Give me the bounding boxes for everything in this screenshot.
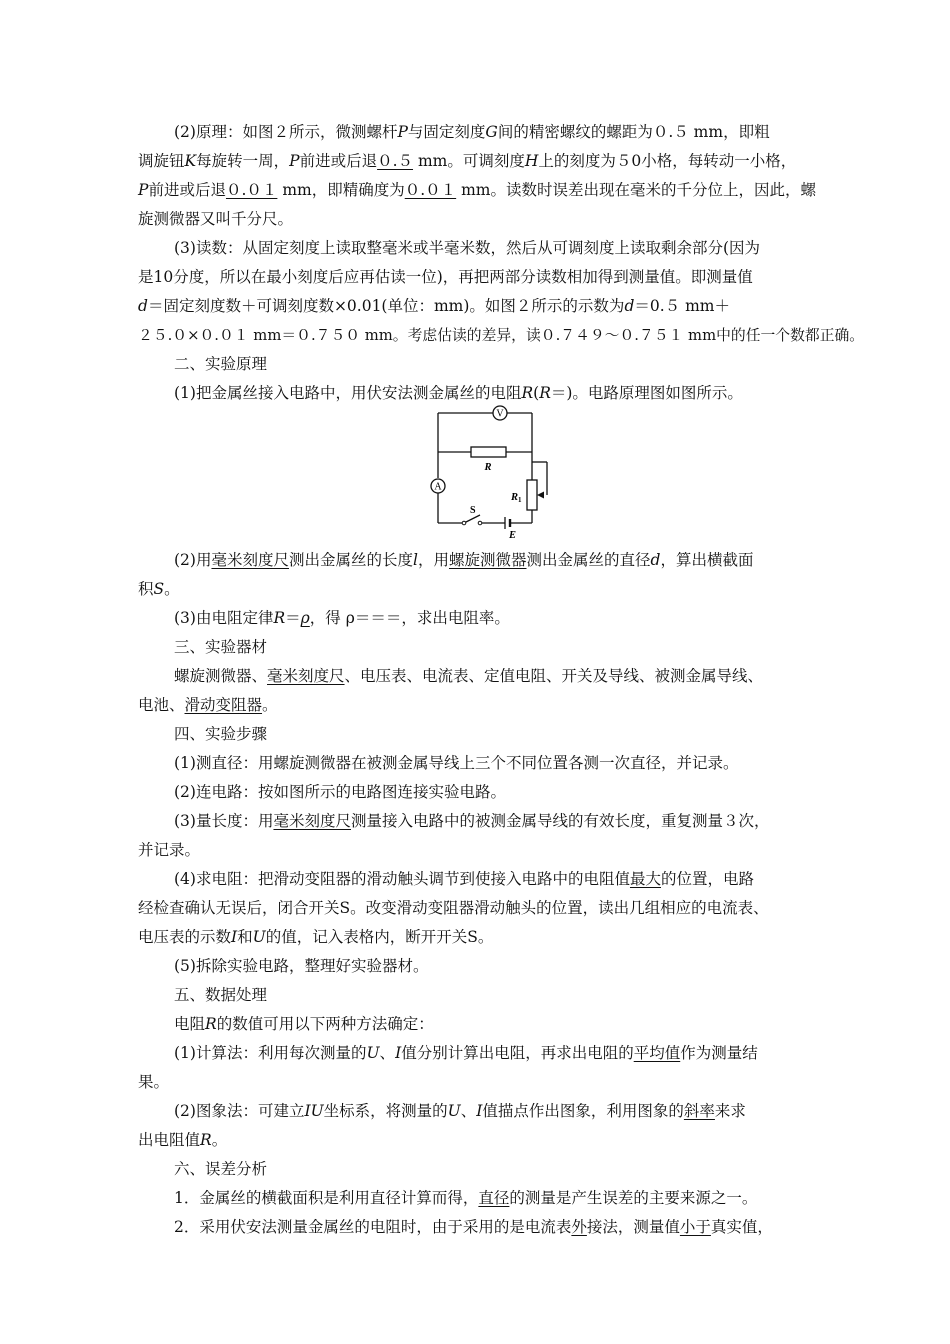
step-3: (3)量长度：用毫米刻度尺测量接入电路中的被测金属导线的有效长度，重复测量３次， [174, 812, 770, 830]
reading-line-3: d＝固定刻度数＋可调刻度数×0.01(单位：mm)。如图２所示的示数为d＝0.５ mm＋ [138, 297, 730, 315]
voltmeter-label: V [496, 408, 504, 420]
step-4: (4)求电阻：把滑动变阻器的滑动触头调节到使接入电路中的电阻值最大的位置，电路 [174, 870, 754, 888]
answer-ruler-3: 毫米刻度尺 [273, 812, 351, 830]
answer-diameter: 直径 [478, 1189, 510, 1207]
answer-ruler-2: 毫米刻度尺 [267, 667, 345, 685]
resistor-label: R [484, 462, 492, 473]
step-4-cont-2: 电压表的示数I和U的值，记入表格内，断开开关S。 [138, 928, 494, 946]
step-5: (5)拆除实验电路，整理好实验器材。 [174, 957, 429, 975]
principle-line-1: (2)原理：如图２所示，微测螺杆P与固定刻度G间的精密螺纹的螺距为０.５ mm，即粗 [174, 123, 770, 141]
principle-line-4: 旋测微器又叫千分尺。 [138, 210, 294, 228]
error-2: 2．采用伏安法测量金属丝的电阻时，由于采用的是电流表外接法，测量值小于真实值， [174, 1218, 773, 1236]
principle-item-3: (3)由电阻定律R＝ρ，得 ρ＝＝＝，求出电阻率。 [174, 609, 510, 627]
ammeter-label: A [434, 481, 442, 493]
rheostat-label: R1 [511, 492, 522, 504]
method-2: (2)图象法：可建立IU坐标系，将测量的U、I值描点作出图象，利用图象的斜率来求 [174, 1102, 746, 1120]
section-2-heading: 二、实验原理 [174, 355, 268, 373]
circuit-diagram [420, 402, 570, 542]
answer-micrometer: 螺旋测微器 [448, 551, 527, 569]
method-1: (1)计算法：利用每次测量的U、I值分别计算出电阻，再求出电阻的平均值作为测量结 [174, 1044, 758, 1062]
answer-step: ０.０１ [225, 181, 278, 199]
principle-item-2-cont: 积S。 [138, 580, 180, 598]
principle-item-2: (2)用毫米刻度尺测出金属丝的长度l，用螺旋测微器测出金属丝的直径d，算出横截面 [174, 551, 754, 569]
method-1-cont: 果。 [138, 1073, 170, 1091]
answer-rho: ρ [300, 609, 310, 627]
step-4-cont-1: 经检查确认无误后，闭合开关S。改变滑动变阻器滑动触头的位置，读出几组相应的电流表、 [138, 899, 769, 917]
step-3-cont: 并记录。 [138, 841, 201, 859]
section-3-heading: 三、实验器材 [174, 638, 268, 656]
step-2: (2)连电路：按如图所示的电路图连接实验电路。 [174, 783, 506, 801]
answer-external: 外 [571, 1218, 587, 1236]
equipment-line-2: 电池、滑动变阻器。 [138, 696, 278, 714]
answer-ruler: 毫米刻度尺 [211, 551, 289, 569]
switch-label: S [470, 505, 476, 516]
section-6-heading: 六、误差分析 [174, 1160, 268, 1178]
reading-line-1: (3)读数：从固定刻度上读取整毫米或半毫米数，然后从可调刻度上读取剩余部分(因为 [174, 239, 761, 257]
answer-slope: 斜率 [683, 1102, 715, 1120]
answer-rheostat: 滑动变阻器 [184, 696, 263, 714]
data-intro: 电阻R的数值可用以下两种方法确定： [174, 1015, 434, 1033]
principle-item-1: (1)把金属丝接入电路中，用伏安法测金属丝的电阻R(R＝)。电路原理图如图所示。 [174, 384, 743, 402]
answer-average: 平均值 [633, 1044, 681, 1062]
principle-line-2: 调旋钮K每旋转一周，P前进或后退０.５ mm。可调刻度H上的刻度为５0小格，每转动一小格， [138, 152, 797, 170]
section-4-heading: 四、实验步骤 [174, 725, 268, 743]
error-1: 1．金属丝的横截面积是利用直径计算而得，直径的测量是产生误差的主要来源之一。 [174, 1189, 758, 1207]
rheostat-slider-icon [537, 492, 544, 499]
reading-line-2: 是10分度，所以在最小刻度后应再估读一位)，再把两部分读数相加得到测量值。即测量值 [138, 268, 753, 286]
method-2-cont: 出电阻值R。 [138, 1131, 228, 1149]
equipment-line-1: 螺旋测微器、毫米刻度尺、电压表、电流表、定值电阻、开关及导线、被测金属导线、 [174, 667, 764, 685]
answer-precision: ０.０１ [404, 181, 457, 199]
step-1: (1)测直径：用螺旋测微器在被测金属导线上三个不同位置各测一次直径，并记录。 [174, 754, 739, 772]
answer-pitch: ０.５ [377, 152, 414, 170]
reading-line-4: ２５.０×０.０１ mm＝０.７５０ mm。考虑估读的差异，读０.７４９～０.７５１ mm中的任一个数都正确。 [138, 327, 865, 344]
answer-less-than: 小于 [679, 1218, 711, 1236]
principle-line-3: P前进或后退０.０１ mm，即精确度为０.０１ mm。读数时误差出现在毫米的千分位上，因此，螺 [138, 181, 816, 199]
answer-max: 最大 [629, 870, 661, 888]
section-5-heading: 五、数据处理 [174, 986, 268, 1004]
battery-label: E [509, 530, 517, 541]
